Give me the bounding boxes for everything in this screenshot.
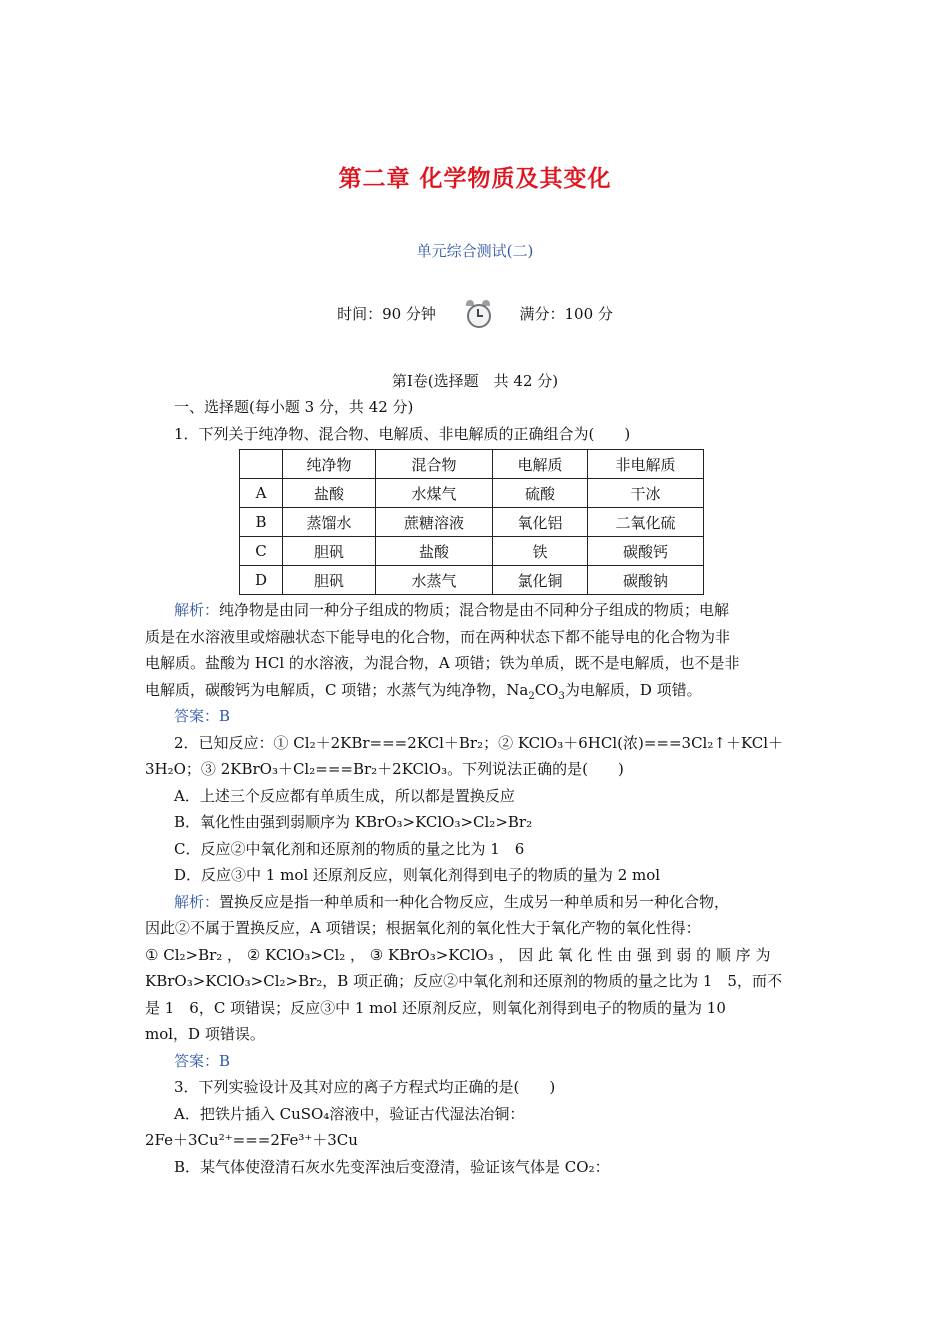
analysis-text: 是 1 6，C 项错误；反应③中 1 mol 还原剂反应，则氧化剂得到电子的物质的量为 10 [145, 998, 726, 1017]
table-cell: 铁 [493, 537, 588, 566]
table-cell: 蔗糖溶液 [376, 508, 493, 537]
table-cell: B [240, 508, 283, 537]
analysis-text: ① Cl₂>Br₂ ， ② KClO₃>Cl₂ ， ③ KBrO₃>KClO₃ ， 因 此 氧 化 性 由 强 到 弱 的 顺 序 为 [145, 945, 771, 964]
q1-stem: 1．下列关于纯净物、混合物、电解质、非电解质的正确组合为( ) [174, 424, 631, 443]
table-cell: 蒸馏水 [283, 508, 376, 537]
q1-options-table [239, 449, 704, 595]
table-cell: 二氧化硫 [588, 508, 704, 537]
table-header-cell: 电解质 [493, 450, 588, 479]
analysis-text: 纯净物是由同一种分子组成的物质；混合物是由不同种分子组成的物质；电解 [219, 601, 730, 619]
q2-option-d: D．反应③中 1 mol 还原剂反应，则氧化剂得到电子的物质的量为 2 mol [174, 866, 661, 884]
q2-answer: 答案：B [174, 1051, 231, 1070]
q2-option-c: C．反应②中氧化剂和还原剂的物质的量之比为 1 6 [174, 839, 525, 858]
analysis-text: 电解质，碳酸钙为电解质，C 项错；水蒸气为纯净物，Na [145, 680, 529, 699]
exam-meta [0, 300, 950, 326]
table-cell: 盐酸 [376, 537, 493, 566]
alarm-clock-icon [465, 300, 491, 326]
time-limit: 时间：90 分钟 [337, 304, 436, 323]
table-header-cell: 混合物 [376, 450, 493, 479]
q2-stem-cont: 3H₂O；③ 2KBrO₃＋Cl₂===Br₂＋2KClO₃。下列说法正确的是( ) [145, 760, 624, 778]
table-cell: A [240, 479, 283, 508]
table-cell: 胆矾 [283, 537, 376, 566]
analysis-text: KBrO₃>KClO₃>Cl₂>Br₂，B 项正确；反应②中氧化剂和还原剂的物质的量之比为 1 5，而不 [145, 972, 782, 990]
part-heading: 一、选择题(每小题 3 分，共 42 分) [174, 398, 414, 416]
table-cell: 水煤气 [376, 479, 493, 508]
table-header-cell: 纯净物 [283, 450, 376, 479]
q3-option-a: A．把铁片插入 CuSO₄溶液中，验证古代湿法冶铜： [174, 1104, 525, 1123]
table-cell: 胆矾 [283, 566, 376, 595]
q3-option-a-equation: 2Fe＋3Cu²⁺===2Fe³⁺＋3Cu [145, 1131, 358, 1149]
table-row [240, 566, 704, 595]
q2-option-b: B．氧化性由强到弱顺序为 KBrO₃>KClO₃>Cl₂>Br₂ [174, 813, 533, 831]
analysis-text: CO [534, 680, 559, 699]
q2-stem: 2．已知反应：① Cl₂＋2KBr===2KCl＋Br₂；② KClO₃＋6HCl(浓)===3Cl₂↑＋KCl＋ [174, 733, 784, 752]
analysis-text: 电解质。盐酸为 HCl 的水溶液，为混合物，A 项错；铁为单质，既不是电解质，也不是非 [145, 654, 740, 672]
table-cell: C [240, 537, 283, 566]
table-cell: 碳酸钙 [588, 537, 704, 566]
q1-block [145, 394, 807, 447]
analysis-text: 为电解质，D 项错。 [564, 680, 702, 699]
analysis-text: 质是在水溶液里或熔融状态下能导电的化合物，而在两种状态下都不能导电的化合物为非 [145, 627, 731, 646]
analysis-label: 解析： [174, 601, 220, 619]
analysis-text: 因此②不属于置换反应，A 项错误；根据氧化剂的氧化性大于氧化产物的氧化性得： [145, 919, 701, 937]
table-cell: 氧化铝 [493, 508, 588, 537]
analysis-label: 解析： [174, 892, 220, 911]
table-cell: 水蒸气 [376, 566, 493, 595]
chapter-title: 第二章 化学物质及其变化 [338, 166, 612, 192]
table-header-row [240, 450, 704, 479]
table-row [240, 508, 704, 537]
table-cell: 氯化铜 [493, 566, 588, 595]
table-header-cell: 非电解质 [588, 450, 704, 479]
q1-answer: 答案：B [174, 707, 231, 725]
table-cell: 碳酸钠 [588, 566, 704, 595]
table-cell: 盐酸 [283, 479, 376, 508]
q3-option-b: B．某气体使澄清石灰水先变浑浊后变澄清，验证该气体是 CO₂： [174, 1157, 610, 1176]
unit-title: 单元综合测试(二) [416, 242, 534, 260]
table-row [240, 537, 704, 566]
analysis-text: 置换反应是指一种单质和一种化合物反应，生成另一种单质和另一种化合物， [219, 892, 730, 911]
q2-option-a: A．上述三个反应都有单质生成，所以都是置换反应 [174, 786, 515, 805]
full-score: 满分：100 分 [519, 304, 613, 323]
section-title: 第Ⅰ卷(选择题 共 42 分) [391, 372, 559, 390]
q1-analysis: 解析：纯净物是由同一种分子组成的物质；混合物是由不同种分子组成的物质；电解 质是在水溶液里或熔融状态下能导电的化合物，而在两种状态下都不能导电的化合物为非 电解质。盐酸为 HCl 的水溶液，为混合物，A 项错；铁为单质，既不是电解质，也不是非 电解质，碳酸钙为电解质，C 项错；水蒸气为纯净物，$Na_2CO_3$为电解质，D 项错。 答案：B 2．已知反应：① Cl₂＋2KBr===2KCl＋Br₂；② KClO₃＋6HCl(浓)===3Cl₂↑＋KCl＋ 3H₂O；③ 2KBrO₃＋Cl₂===Br₂＋2KClO₃。下列说法正确的是( ) A．上述三个反应都有单质生成，所以都是置换反应 B．氧化性由强到弱顺序为 KBrO₃>KClO₃>Cl₂>Br₂ C．反应②中氧化剂和还原剂的物质的量之比为 1 6 D．反应③中 1 mol 还原剂反应，则氧化剂得到电子的物质的量为 2 mol 解析：置换反应是指一种单质和一种化合物反应，生成另一种单质和另一种化合物， 因此②不属于置换反应，A 项错误；根据氧化剂的氧化性大于氧化产物的氧化性得： ① Cl₂>Br₂ ， ② KClO₃>Cl₂ ， ③ KBrO₃>KClO₃ ， 因 此 氧 化 性 由 强 到 弱 的 顺 序 为 KBrO₃>KClO₃>Cl₂>Br₂，B 项正确；反应②中氧化剂和还原剂的物质的量之比为 1 5，而不 是 1 6，C 项错误；反应③中 1 mol 还原剂反应，则氧化剂得到电子的物质的量为 10 mol，D 项错误。 答案：B 3．下列实验设计及其对应的离子方程式均正确的是( ) A．把铁片插入 CuSO₄溶液中，验证古代湿法冶铜： 2Fe＋3Cu²⁺===2Fe³⁺＋3Cu B．某气体使澄清石灰水先变浑浊后变澄清，验证该气体是 CO₂： [145, 597, 807, 1180]
table-cell: 硫酸 [493, 479, 588, 508]
q3-stem: 3．下列实验设计及其对应的离子方程式均正确的是( ) [174, 1078, 556, 1096]
table-cell: 干冰 [588, 479, 704, 508]
table-cell: D [240, 566, 283, 595]
analysis-text: mol，D 项错误。 [145, 1025, 265, 1043]
table-row [240, 479, 704, 508]
table-header-cell [240, 450, 283, 479]
